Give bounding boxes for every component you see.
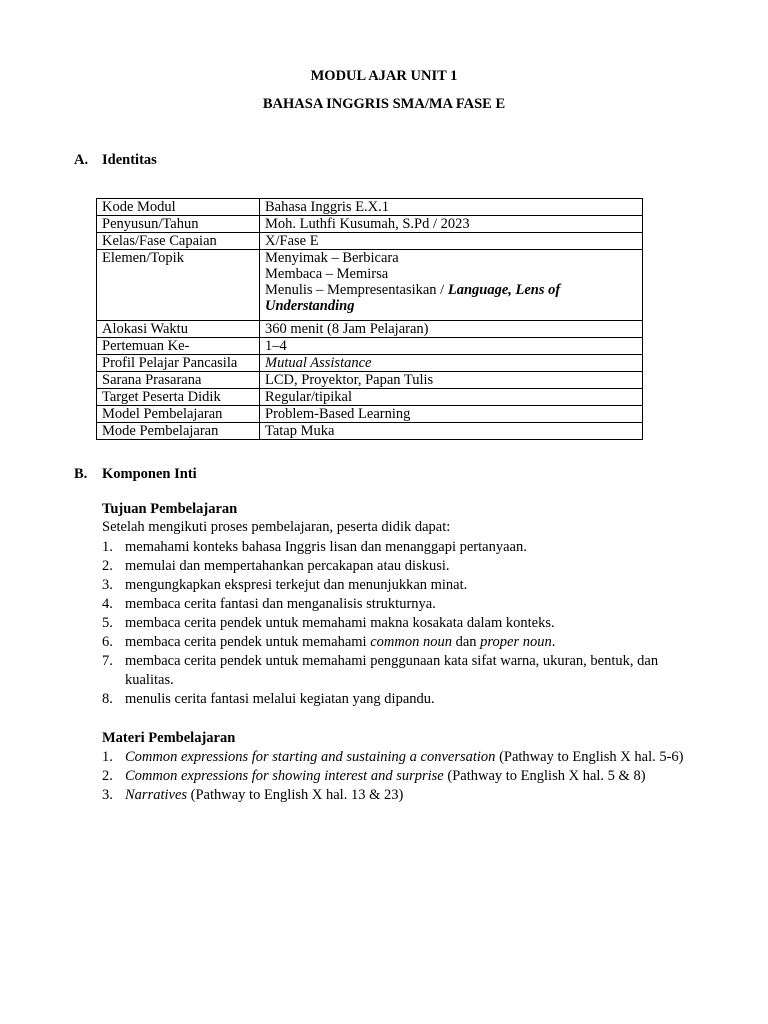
list-number: 7. (102, 653, 113, 669)
list-emphasis: Common expressions for showing interest and surprise (125, 768, 444, 784)
list-text: (Pathway to English X hal. 5-6) (495, 749, 684, 765)
list-item (102, 690, 702, 709)
objectives-intro: Setelah mengikuti proses pembelajaran, peserta didik dapat: (102, 519, 451, 535)
list-text: memulai dan mempertahankan percakapan atau diskusi. (125, 558, 450, 574)
list-emphasis: proper noun (480, 634, 552, 650)
identity-table (96, 198, 643, 440)
topic-line: Menyimak – Berbicara (265, 250, 399, 266)
row-key: Alokasi Waktu (97, 321, 260, 338)
list-number: 1. (102, 539, 113, 555)
list-text: menulis cerita fantasi melalui kegiatan yang dipandu. (125, 691, 435, 707)
table-row (97, 233, 643, 250)
list-text: (Pathway to English X hal. 5 & 8) (443, 768, 646, 784)
list-number: 6. (102, 634, 113, 650)
topic-line-text: Menulis – Mempresentasikan / (265, 282, 448, 298)
list-emphasis: Narratives (125, 787, 188, 803)
table-row (97, 250, 643, 321)
row-key: Pertemuan Ke- (97, 338, 260, 355)
list-number: 3. (102, 787, 113, 803)
table-row (97, 355, 643, 372)
objectives-list (102, 538, 702, 709)
list-number: 5. (102, 615, 113, 631)
list-item (102, 538, 702, 557)
row-value: 1–4 (260, 338, 643, 355)
list-text: dan (451, 634, 481, 650)
row-key: Profil Pelajar Pancasila (97, 355, 260, 372)
topic-emphasis: Language, Lens of Understanding (265, 282, 561, 314)
section-b-letter: B. (74, 466, 88, 482)
row-key: Target Peserta Didik (97, 389, 260, 406)
list-item (102, 576, 702, 595)
list-number: 3. (102, 577, 113, 593)
row-value: Regular/tipikal (260, 389, 643, 406)
row-value: X/Fase E (260, 233, 643, 250)
table-row (97, 199, 643, 216)
materials-list (102, 748, 702, 805)
objectives-heading: Tujuan Pembelajaran (102, 501, 238, 517)
list-number: 4. (102, 596, 113, 612)
table-row (97, 321, 643, 338)
document-title: MODUL AJAR UNIT 1 (310, 68, 458, 84)
table-row (97, 423, 643, 440)
topic-line: Membaca – Memirsa (265, 266, 389, 282)
list-item (102, 633, 702, 652)
list-number: 8. (102, 691, 113, 707)
row-key: Sarana Prasarana (97, 372, 260, 389)
list-item (102, 595, 702, 614)
list-item (102, 748, 702, 767)
row-key: Mode Pembelajaran (97, 423, 260, 440)
list-number: 1. (102, 749, 113, 765)
list-emphasis: common noun (370, 634, 452, 650)
list-emphasis: Common expressions for starting and sustaining a conversation (125, 749, 496, 765)
row-value (260, 250, 643, 321)
row-key: Kode Modul (97, 199, 260, 216)
row-value: Moh. Luthfi Kusumah, S.Pd / 2023 (260, 216, 643, 233)
list-text: membaca cerita pendek untuk memahami penggunaan kata sifat warna, ukuran, bentuk, dan kualitas. (125, 653, 659, 688)
list-text: mengungkapkan ekspresi terkejut dan menunjukkan minat. (125, 577, 468, 593)
list-item (102, 786, 702, 805)
row-value: Mutual Assistance (260, 355, 643, 372)
table-row (97, 338, 643, 355)
list-text: membaca cerita pendek untuk memahami makna kosakata dalam konteks. (125, 615, 555, 631)
document-subtitle: BAHASA INGGRIS SMA/MA FASE E (262, 96, 506, 112)
section-b-title: Komponen Inti (102, 466, 197, 482)
row-value: LCD, Proyektor, Papan Tulis (260, 372, 643, 389)
row-key: Penyusun/Tahun (97, 216, 260, 233)
list-text: . (551, 634, 556, 650)
list-item (102, 652, 702, 690)
materials-heading: Materi Pembelajaran (102, 730, 236, 746)
table-row (97, 389, 643, 406)
list-text: (Pathway to English X hal. 13 & 23) (187, 787, 404, 803)
list-item (102, 767, 702, 786)
topic-line (265, 282, 637, 314)
section-a-heading (74, 152, 157, 169)
table-row (97, 372, 643, 389)
list-text: memahami konteks bahasa Inggris lisan dan menanggapi pertanyaan. (125, 539, 527, 555)
row-key: Model Pembelajaran (97, 406, 260, 423)
list-number: 2. (102, 558, 113, 574)
row-value: Tatap Muka (260, 423, 643, 440)
row-key: Elemen/Topik (97, 250, 260, 321)
section-b-heading (74, 466, 197, 483)
row-key: Kelas/Fase Capaian (97, 233, 260, 250)
row-value: 360 menit (8 Jam Pelajaran) (260, 321, 643, 338)
section-a-letter: A. (74, 152, 89, 168)
list-text: membaca cerita pendek untuk memahami (125, 634, 371, 650)
table-row (97, 406, 643, 423)
row-value: Problem-Based Learning (260, 406, 643, 423)
table-row (97, 216, 643, 233)
section-a-title: Identitas (102, 152, 157, 168)
row-value: Bahasa Inggris E.X.1 (260, 199, 643, 216)
list-text: membaca cerita fantasi dan menganalisis strukturnya. (125, 596, 436, 612)
list-item (102, 557, 702, 576)
list-item (102, 614, 702, 633)
list-number: 2. (102, 768, 113, 784)
